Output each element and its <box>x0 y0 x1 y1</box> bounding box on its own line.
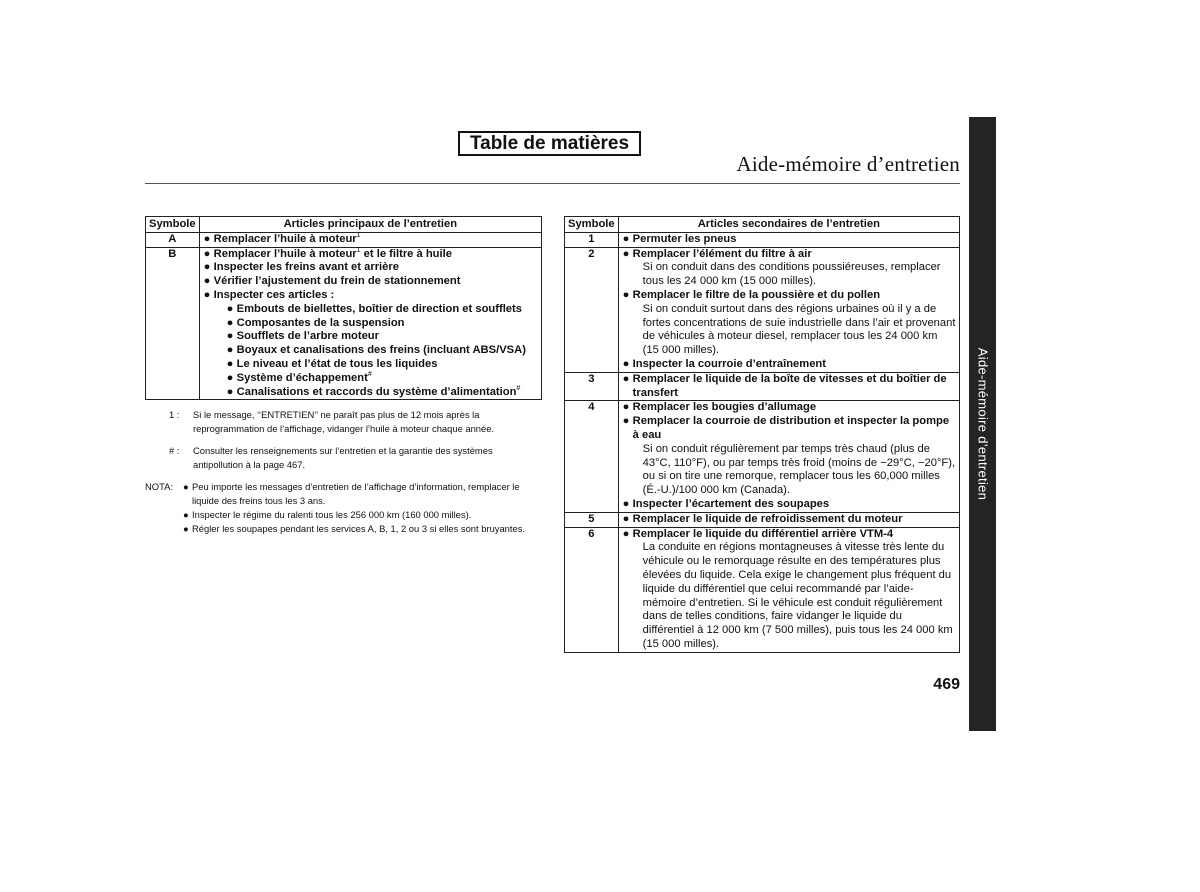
items-cell <box>618 247 959 372</box>
item-text: Inspecter les freins avant et arrière <box>213 261 399 274</box>
item-text: Remplacer le liquide du différentiel arrière VTM-4 <box>632 527 894 540</box>
page-number: 469 <box>933 676 960 693</box>
bullet-icon: ● <box>622 232 630 245</box>
item-text: Soufflets de l’arbre moteur <box>236 330 379 343</box>
main-maintenance-table <box>145 216 542 400</box>
symbol-cell: 4 <box>565 401 619 512</box>
maintenance-item <box>227 344 538 358</box>
nota-text: Peu importe les messages d’entretien de l’affichage d’information, remplacer le liquide des freins tous les 3 ans. <box>192 481 520 506</box>
nota-item <box>145 522 540 536</box>
nota-text: Inspecter le régime du ralenti tous les 256 000 km (160 000 milles). <box>192 509 472 520</box>
maintenance-item <box>623 401 956 415</box>
item-note: Si on conduit dans des conditions poussiéreuses, remplacer tous les 24 000 km (15 000 milles). <box>642 261 941 288</box>
items-cell <box>618 512 959 527</box>
footnote-ref: # <box>516 384 521 392</box>
maintenance-item <box>623 373 956 401</box>
maintenance-item <box>623 248 956 262</box>
item-note: Si on conduit surtout dans des régions urbaines où il y a de fortes concentrations de suie industrielle dans l’air et provenant de véhicules à moteur diesel, remplacer tous les 24 000 km (15 000 milles). <box>642 302 956 357</box>
bullet-icon: ● <box>622 357 630 370</box>
bullet-icon: ● <box>226 357 234 370</box>
item-text: Boyaux et canalisations des freins (incluant ABS/VSA) <box>236 344 526 357</box>
bullet-icon: ● <box>183 523 189 534</box>
bullet-icon: ● <box>622 527 630 540</box>
symbol-cell: 1 <box>565 232 619 247</box>
bullet-icon: ● <box>183 481 189 492</box>
footnote-ref: 1 <box>356 246 361 254</box>
items-cell <box>618 372 959 401</box>
maintenance-item <box>204 275 538 289</box>
bullet-icon: ● <box>226 330 234 343</box>
symbol-column-header: Symbole <box>146 217 200 233</box>
bullet-icon: ● <box>622 415 630 428</box>
page-title: Aide-mémoire d’entretien <box>736 152 960 176</box>
table-row <box>565 372 960 401</box>
bullet-icon: ● <box>622 512 630 525</box>
bullet-icon: ● <box>203 275 211 288</box>
maintenance-item <box>623 528 956 542</box>
section-side-tab[interactable] <box>969 117 996 731</box>
footnotes <box>145 408 540 536</box>
maintenance-item <box>623 513 956 527</box>
maintenance-item <box>204 248 538 262</box>
items-column-header: Articles principaux de l’entretien <box>199 217 541 233</box>
table-header-row <box>146 217 542 233</box>
maintenance-item <box>227 317 538 331</box>
item-text: Système d’échappement <box>236 371 368 384</box>
item-text: Remplacer l’huile à moteur <box>213 247 357 260</box>
item-text: Remplacer l’élément du filtre à air <box>632 247 812 260</box>
table-of-contents-button[interactable]: Table de matières <box>458 131 641 156</box>
table-row <box>146 247 542 400</box>
items-cell <box>199 247 541 400</box>
symbol-cell: A <box>146 232 200 247</box>
maintenance-item <box>623 289 956 303</box>
maintenance-item <box>227 358 538 372</box>
table-row <box>565 232 960 247</box>
item-text: Canalisations et raccords du système d’alimentation <box>236 385 517 398</box>
nota-block <box>145 480 540 536</box>
bullet-icon: ● <box>226 316 234 329</box>
items-column-header: Articles secondaires de l’entretien <box>618 217 959 233</box>
symbol-cell: 3 <box>565 372 619 401</box>
symbol-cell: 6 <box>565 527 619 652</box>
maintenance-item <box>227 330 538 344</box>
item-text-continued: et le filtre à huile <box>360 247 452 260</box>
bullet-icon: ● <box>203 261 211 274</box>
bullet-icon: ● <box>226 302 234 315</box>
item-text: Inspecter ces articles : <box>213 288 335 301</box>
items-cell <box>618 527 959 652</box>
maintenance-item <box>204 233 538 247</box>
symbol-cell: 2 <box>565 247 619 372</box>
table-row <box>565 247 960 372</box>
maintenance-item <box>227 372 538 386</box>
bullet-icon: ● <box>226 385 234 398</box>
nota-item <box>145 480 540 508</box>
nota-label: NOTA: <box>145 481 173 492</box>
table-header-row <box>565 217 960 233</box>
bullet-icon: ● <box>622 372 630 385</box>
bullet-icon: ● <box>203 247 211 260</box>
maintenance-item <box>204 289 538 303</box>
maintenance-item <box>623 233 956 247</box>
maintenance-item <box>227 386 538 400</box>
item-note: Si on conduit régulièrement par temps très chaud (plus de 43°C, 110°F), ou par temps très froid (moins de −29°C, −20°F), ou si on tire une remorque, remplacer tous les 60,000 milles (É.-U.)/100 000 km (Canada). <box>642 442 956 497</box>
footnote-hash <box>145 444 540 472</box>
footnote-marker: # : <box>169 445 180 456</box>
maintenance-item <box>623 415 956 443</box>
symbol-column-header: Symbole <box>565 217 619 233</box>
bullet-icon: ● <box>622 401 630 414</box>
item-text: Remplacer les bougies d’allumage <box>632 401 817 414</box>
footnote-ref: 1 <box>356 231 361 239</box>
symbol-cell: B <box>146 247 200 400</box>
footnote-text: Si le message, ‘‘ENTRETIEN’’ ne paraît pas plus de 12 mois après la reprogrammation de l’affichage, vidanger l’huile à moteur chaque année. <box>193 409 495 434</box>
item-text: Inspecter la courroie d’entraînement <box>632 357 826 370</box>
item-text: Remplacer le liquide de refroidissement du moteur <box>632 512 903 525</box>
item-note: La conduite en régions montagneuses à vitesse très lente du véhicule ou le remorquage résulte en des températures plus élevées du liquide. Cela exige le changement plus fréquent du liquide du différentiel que celui recommandé par l’aide-mémoire d’entretien. Si le véhicule est conduit régulièrement dans de telles conditions, faire vidanger le liquide du différentiel à 12 000 km (7 500 milles), puis tous les 24 000 km (15 000 milles). <box>642 541 953 650</box>
bullet-icon: ● <box>226 371 234 384</box>
footnote-ref: # <box>367 370 372 378</box>
symbol-cell: 5 <box>565 512 619 527</box>
item-text: Le niveau et l’état de tous les liquides <box>236 357 438 370</box>
bullet-icon: ● <box>203 288 211 301</box>
bullet-icon: ● <box>622 497 630 510</box>
footnote-marker: 1 : <box>169 409 180 420</box>
table-row <box>565 527 960 652</box>
nota-text: Régler les soupapes pendant les services A, B, 1, 2 ou 3 si elles sont bruyantes. <box>192 523 526 534</box>
item-text: Permuter les pneus <box>632 232 737 245</box>
item-text: Remplacer le filtre de la poussière et du pollen <box>632 288 881 301</box>
item-text: Embouts de biellettes, boîtier de direction et soufflets <box>236 302 522 315</box>
maintenance-item <box>623 358 956 372</box>
footnote-1 <box>145 408 540 436</box>
items-cell <box>618 401 959 512</box>
header-divider <box>145 183 960 184</box>
footnote-text: Consulter les renseignements sur l’entretien et la garantie des systèmes antipollution à la page 467. <box>193 445 493 470</box>
table-row <box>565 512 960 527</box>
table-row <box>146 232 542 247</box>
bullet-icon: ● <box>226 344 234 357</box>
maintenance-item <box>204 261 538 275</box>
maintenance-item <box>227 303 538 317</box>
nota-item <box>145 508 540 522</box>
bullet-icon: ● <box>203 232 211 245</box>
item-text: Remplacer l’huile à moteur <box>213 232 357 245</box>
bullet-icon: ● <box>622 247 630 260</box>
items-cell <box>199 232 541 247</box>
bullet-icon: ● <box>622 288 630 301</box>
item-text: Remplacer la courroie de distribution et inspecter la pompe à eau <box>632 415 950 441</box>
maintenance-item <box>623 498 956 512</box>
item-text: Inspecter l’écartement des soupapes <box>632 497 830 510</box>
item-text: Vérifier l’ajustement du frein de stationnement <box>213 275 461 288</box>
item-text: Composantes de la suspension <box>236 316 405 329</box>
items-cell <box>618 232 959 247</box>
secondary-maintenance-table <box>564 216 960 653</box>
table-row <box>565 401 960 512</box>
side-tab-label: Aide-mémoire d’entretien <box>975 347 990 501</box>
bullet-icon: ● <box>183 509 189 520</box>
item-text: Remplacer le liquide de la boîte de vitesses et du boîtier de transfert <box>632 372 947 399</box>
